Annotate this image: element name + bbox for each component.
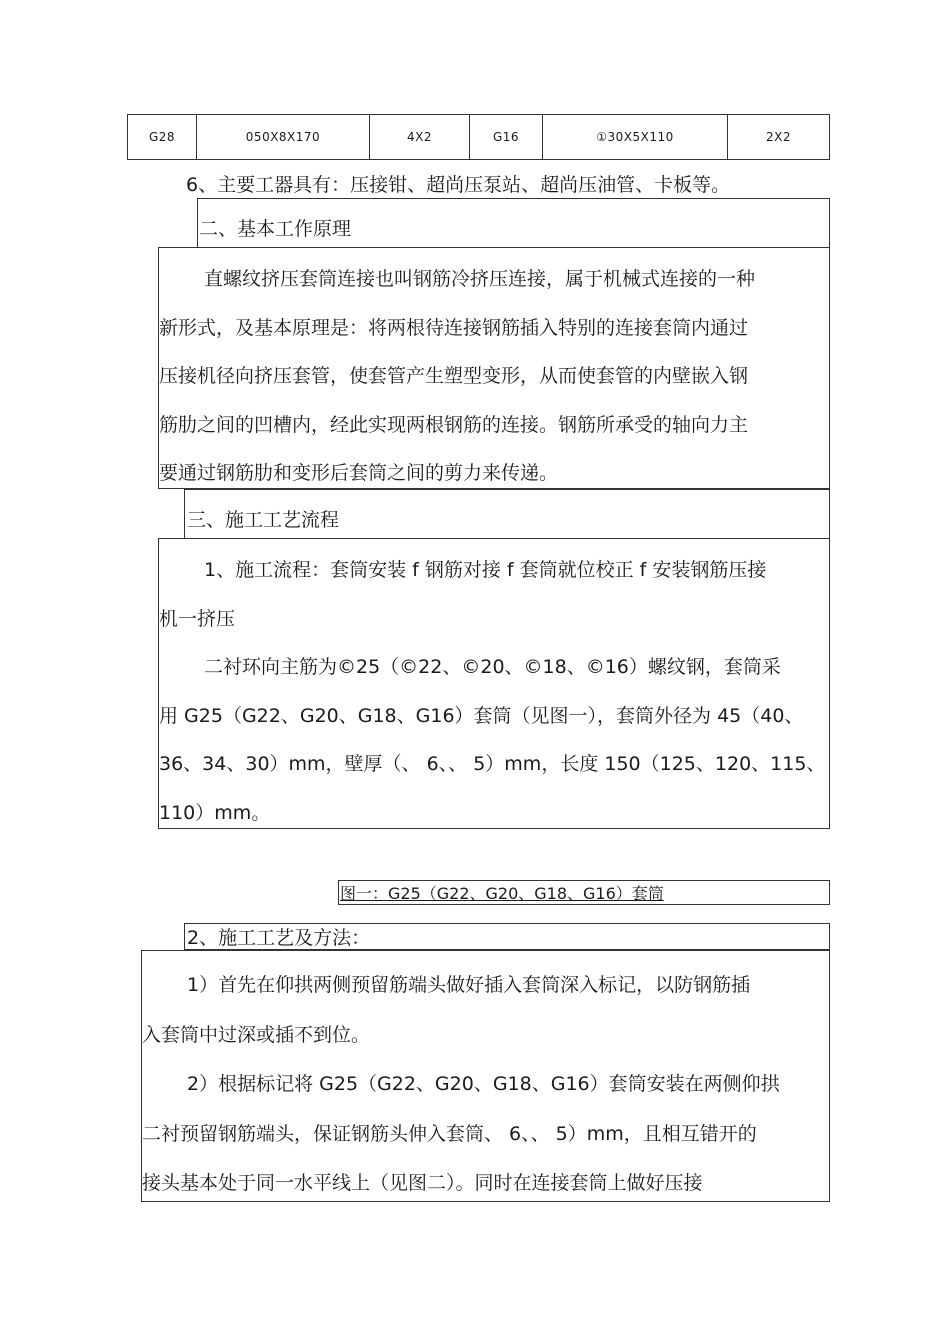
section-3-2-body-box [141,950,830,1202]
paragraph-line: 接头基本处于同一水平线上（见图二）。同时在连接套筒上做好压接 [142,1172,703,1194]
tools-line: 6、主要工器具有：压接钳、超尚压泵站、超尚压油管、卡板等。 [186,174,731,196]
figure-1-caption: 图一：G25（G22、G20、G18、G16）套筒 [340,884,664,903]
spec-cell-grade-2: G16 [470,115,543,159]
section-3-heading: 三、施工工艺流程 [187,509,340,531]
paragraph-line: 1）首先在仰拱两侧预留筋端头做好插入套筒深入标记，以防钢筋插 [187,974,751,996]
section-2-heading-box [197,198,830,248]
paragraph-line: 入套筒中过深或插不到位。 [142,1023,371,1046]
paragraph-line: 2）根据标记将 G25（G22、G20、G18、G16）套筒安装在两侧仰拱 [187,1073,780,1095]
paragraph-line: 直螺纹挤压套筒连接也叫钢筋冷挤压连接，属于机械式连接的一种 [204,268,756,290]
paragraph-line: 机一挤压 [159,607,236,630]
paragraph-line: 二衬预留钢筋端头，保证钢筋头伸入套筒、 6、、 5）mm，且相互错开的 [142,1122,757,1145]
paragraph-line: 新形式，及基本原理是：将两根待连接钢筋插入特别的连接套筒内通过 [159,316,749,339]
spec-table [127,114,830,160]
paragraph-line: 36、34、30）mm，壁厚（、 6、、 5）mm，长度 150（125、120、115、 [159,753,826,775]
section-3-2-heading: 2、施工工艺及方法： [187,927,371,949]
spec-cell-qty-2: 2X2 [766,130,791,144]
paragraph-line: 筋肋之间的凹槽内，经此实现两根钢筋的连接。钢筋所承受的轴向力主 [159,413,749,436]
paragraph-line: 用 G25（G22、G20、G18、G16）套筒（见图一），套筒外径为 45（40、 [159,704,804,727]
paragraph-line: 110）mm。 [159,801,271,824]
section-3-heading-box [184,489,830,539]
section-3-2-paragraph [142,961,780,1209]
spec-cell-size-1: 050X8X170 [197,115,370,159]
spec-cell-size-2: ①30X5X110 [543,115,728,159]
paragraph-line: 二衬环向主筋为©25（©22、©20、©18、©16）螺纹钢，套筒采 [204,656,781,678]
paragraph-line: 要通过钢筋肋和变形后套筒之间的剪力来传递。 [159,462,559,484]
section-3-paragraph [159,546,825,837]
spec-cell-grade-1: G28 [128,115,197,159]
paragraph-line: 压接机径向挤压套管，使套管产生塑型变形，从而使套管的内壁嵌入钢 [159,365,749,387]
figure-1-caption-box [338,880,830,905]
section-2-body-box [158,247,830,489]
section-3-2-heading-box [184,923,830,950]
paragraph-line: 1、施工流程：套筒安装 f 钢筋对接 f 套筒就位校正 f 安装钢筋压接 [204,559,767,581]
section-2-heading: 二、基本工作原理 [199,218,352,240]
section-3-body-box [158,538,830,829]
spec-cell-qty-1: 4X2 [370,115,470,159]
section-2-paragraph [159,255,755,498]
